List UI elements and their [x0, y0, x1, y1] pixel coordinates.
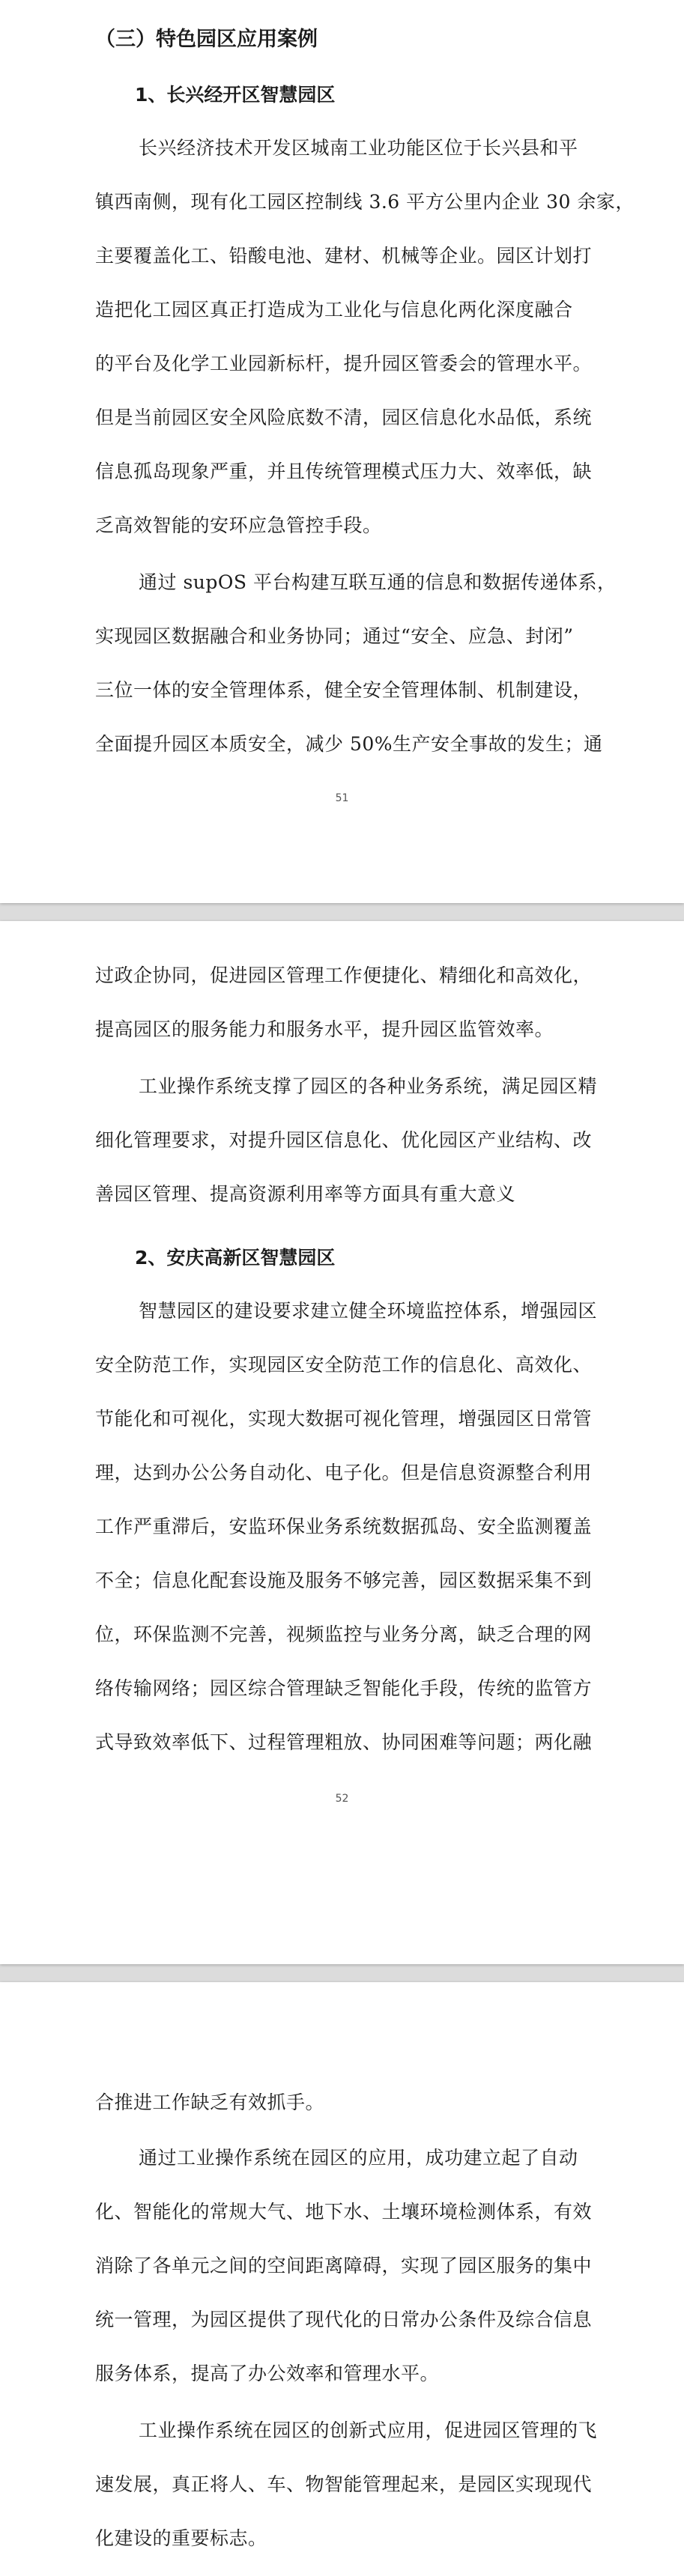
paragraph-line: 理，达到办公公务自动化、电子化。但是信息资源整合利用 — [95, 1462, 593, 1483]
paragraph-line: 位，环保监测不完善，视频监控与业务分离，缺乏合理的网 — [95, 1623, 593, 1645]
paragraph-line: 安全防范工作，实现园区安全防范工作的信息化、高效化、 — [95, 1354, 593, 1376]
document-page-52 — [0, 921, 684, 1964]
paragraph-line: 工业操作系统在园区的创新式应用，促进园区管理的飞 — [139, 2419, 598, 2441]
paragraph-line: 络传输网络；园区综合管理缺乏智能化手段，传统的监管方 — [95, 1677, 593, 1699]
paragraph-line: 的平台及化学工业园新标杆，提升园区管委会的管理水平。 — [95, 353, 593, 374]
paragraph-line: 三位一体的安全管理体系，健全安全管理体制、机制建设， — [95, 679, 593, 701]
paragraph-line: 消除了各单元之间的空间距离障碍，实现了园区服务的集中 — [95, 2255, 593, 2276]
paragraph-line: 不全；信息化配套设施及服务不够完善，园区数据采集不到 — [95, 1570, 593, 1591]
paragraph-line: 通过 supOS 平台构建互联互通的信息和数据传递体系， — [139, 571, 617, 593]
paragraph-line: 主要覆盖化工、铅酸电池、建材、机械等企业。园区计划打 — [95, 245, 593, 267]
page-number: 52 — [335, 1793, 349, 1805]
paragraph-line: 信息孤岛现象严重，并且传统管理模式压力大、效率低，缺 — [95, 461, 593, 482]
paragraph-line: 但是当前园区安全风险底数不清，园区信息化水品低，系统 — [95, 407, 593, 428]
paragraph-line: 全面提升园区本质安全，减少 50%生产安全事故的发生；通 — [95, 733, 603, 755]
paragraph-line: 造把化工园区真正打造成为工业化与信息化两化深度融合 — [95, 299, 573, 321]
paragraph-line: 服务体系，提高了办公效率和管理水平。 — [95, 2363, 440, 2384]
paragraph-line: 化建设的重要标志。 — [95, 2527, 267, 2549]
paragraph-line: 乏高效智能的安环应急管控手段。 — [95, 514, 382, 536]
paragraph-line: 过政企协同，促进园区管理工作便捷化、精细化和高效化， — [95, 965, 593, 986]
document-page-53 — [0, 1982, 684, 2576]
paragraph-line: 善园区管理、提高资源利用率等方面具有重大意义 — [95, 1183, 516, 1205]
case-heading-changxing: 1、长兴经开区智慧园区 — [135, 84, 336, 106]
case-heading-anqing: 2、安庆高新区智慧园区 — [135, 1247, 336, 1269]
paragraph-line: 速发展，真正将人、车、物智能管理起来，是园区实现现代 — [95, 2473, 593, 2495]
paragraph-line: 细化管理要求，对提升园区信息化、优化园区产业结构、改 — [95, 1129, 593, 1151]
paragraph-line: 式导致效率低下、过程管理粗放、协同困难等问题；两化融 — [95, 1731, 593, 1753]
paragraph-line: 化、智能化的常规大气、地下水、土壤环境检测体系，有效 — [95, 2201, 593, 2223]
section-title: （三）特色园区应用案例 — [95, 28, 318, 51]
paragraph-line: 通过工业操作系统在园区的应用，成功建立起了自动 — [139, 2147, 578, 2169]
paragraph-line: 实现园区数据融合和业务协同；通过“安全、应急、封闭” — [95, 625, 574, 647]
paragraph-line: 长兴经济技术开发区城南工业功能区位于长兴县和平 — [139, 137, 578, 159]
paragraph-line: 提高园区的服务能力和服务水平，提升园区监管效率。 — [95, 1018, 554, 1040]
paragraph-line: 镇西南侧，现有化工园区控制线 3.6 平方公里内企业 30 余家， — [95, 191, 635, 213]
paragraph-line: 合推进工作缺乏有效抓手。 — [95, 2092, 325, 2113]
paragraph-line: 工作严重滞后，安监环保业务系统数据孤岛、安全监测覆盖 — [95, 1516, 593, 1537]
page-number: 51 — [335, 792, 349, 804]
document-page-51 — [0, 0, 684, 903]
paragraph-line: 节能化和可视化，实现大数据可视化管理，增强园区日常管 — [95, 1408, 593, 1430]
paragraph-line: 统一管理，为园区提供了现代化的日常办公条件及综合信息 — [95, 2309, 593, 2330]
paragraph-line: 智慧园区的建设要求建立健全环境监控体系，增强园区 — [139, 1300, 598, 1322]
paragraph-line: 工业操作系统支撑了园区的各种业务系统，满足园区精 — [139, 1075, 598, 1097]
